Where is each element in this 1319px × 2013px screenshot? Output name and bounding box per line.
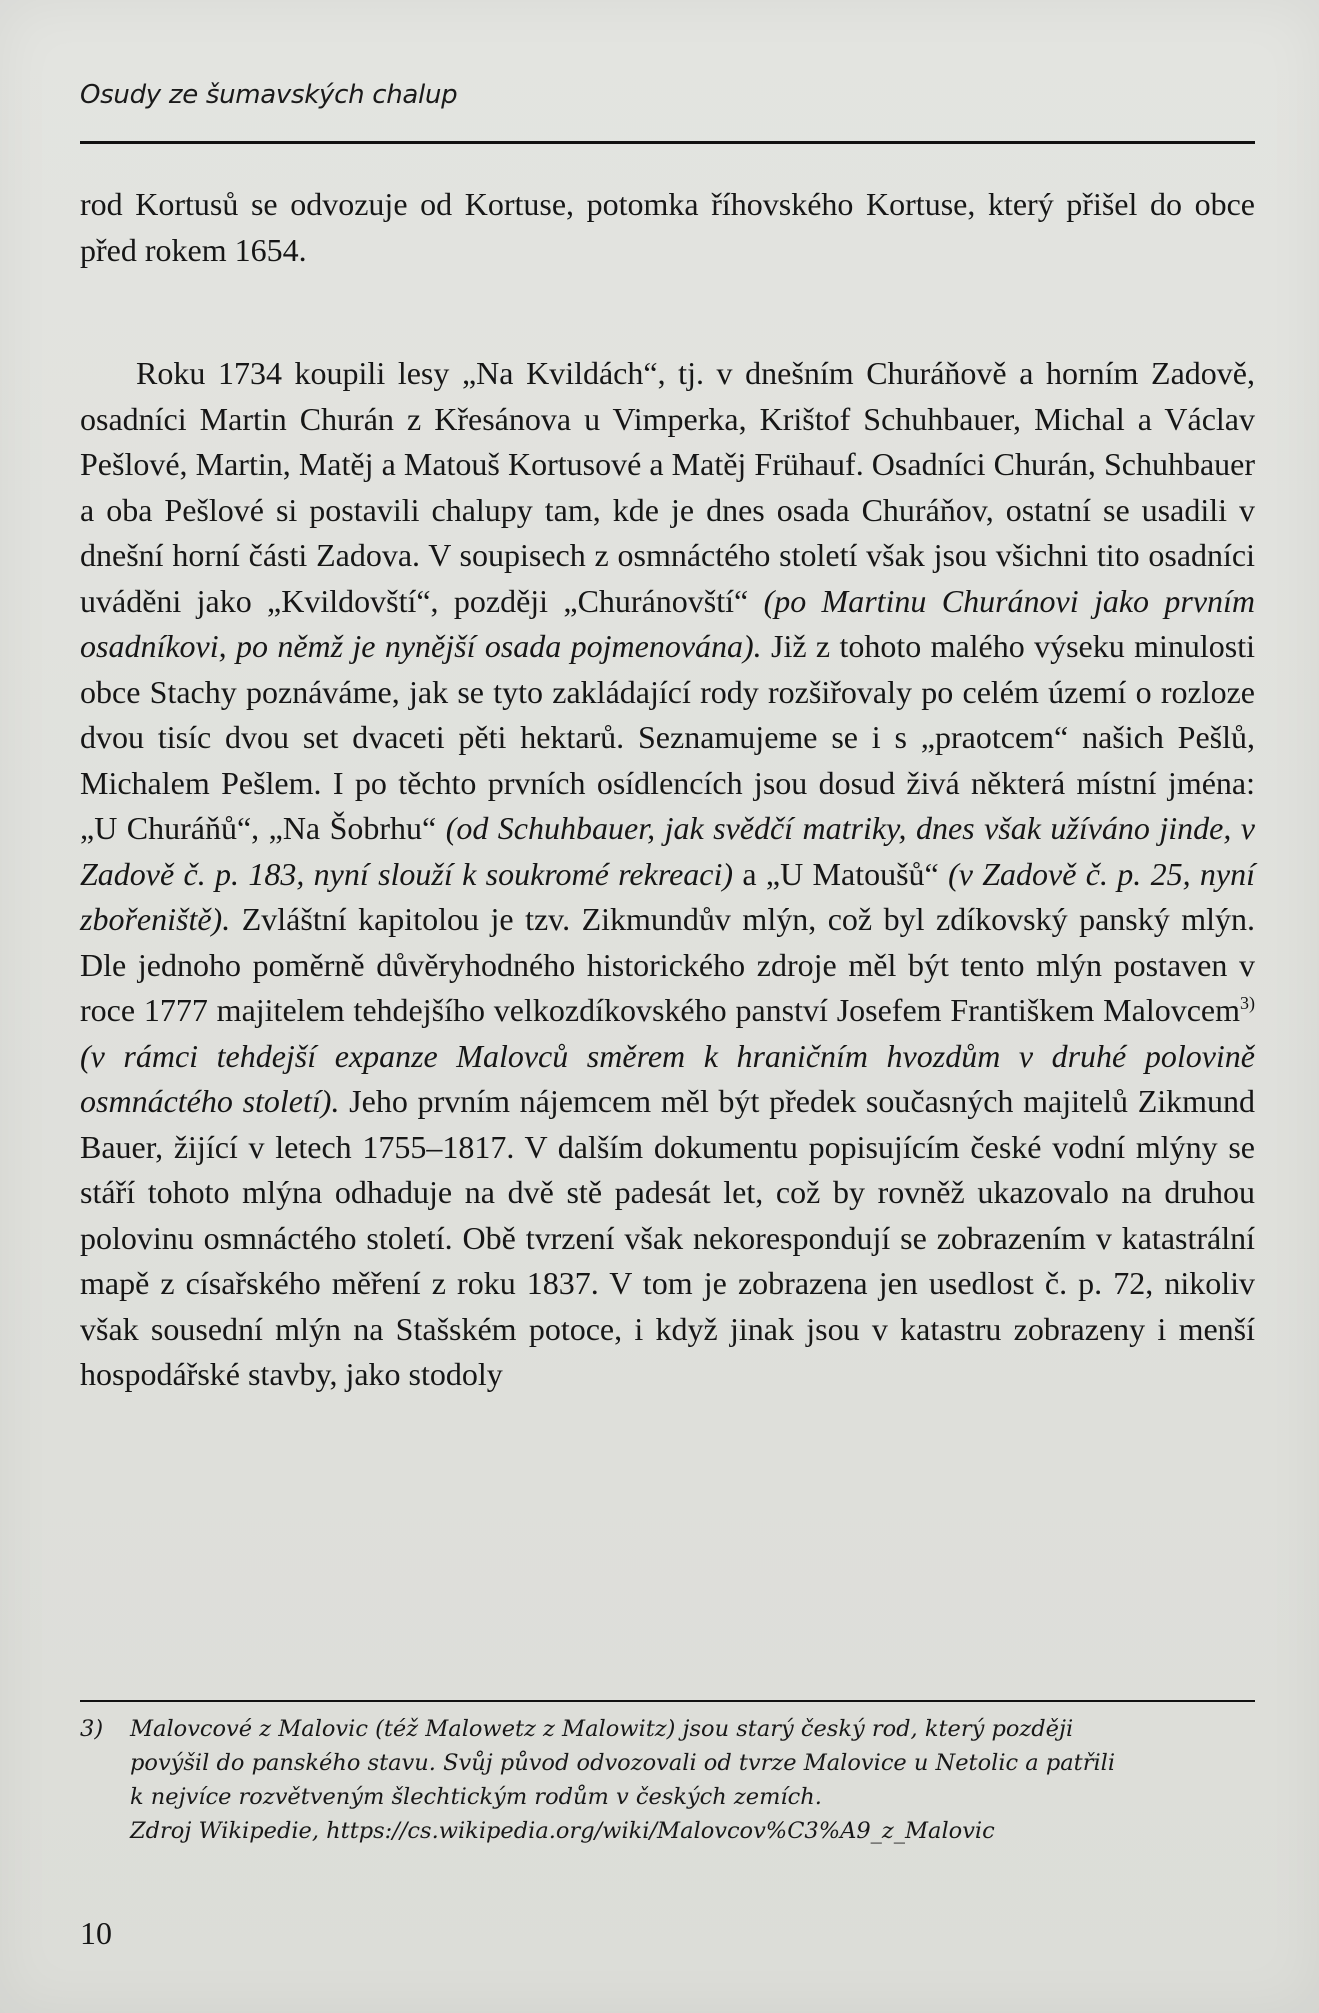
main-text	[80, 182, 1255, 1398]
footnote-source: Zdroj Wikipedie, https://cs.wikipedia.org/wiki/Malovcov%C3%A9_z_Malovic	[130, 1818, 995, 1844]
footnote	[80, 1712, 1255, 1848]
footnote-line: k nejvíce rozvětveným šlechtickým rodům v českých zemích.	[130, 1784, 822, 1810]
footnote-rule	[80, 1700, 1255, 1702]
footnote-line: Malovcové z Malovic (též Malowetz z Malowitz) jsou starý český rod, který později	[130, 1716, 1074, 1742]
page-number: 10	[80, 1915, 112, 1951]
italic-note: (po Martinu Churánovi jako prvním osadníkovi, po němž je nynější osada pojmenována).	[80, 582, 1256, 664]
paragraph-1: rod Kortusů se odvozuje od Kortuse, potomka říhovského Kortuse, který přišel do obce před rokem 1654.	[80, 186, 1255, 268]
text-segment: Roku 1734 koupili lesy „Na Kvildách“, tj. v dnešním Churáňově a horním Zadově, osadníci Martin Churán z Křesánova u Vimperka, Krištof Schuhbauer, Michal a Václav Pešlové, Martin, Matěj a Matouš Kortusové a Matěj Frühauf. Osadníci Churán, Schuhbauer a oba Pešlové si postavili chalupy tam, kde je dnes osada Churáňov, ostatní se usadili v dnešní horní části Zadova. V soupisech z osmnáctého století však jsou všichni tito osadníci uváděni jako „Kvildovští“, později „Churánovští“	[80, 355, 1255, 619]
text-segment: Jeho prvním nájemcem měl být předek současných majitelů Zikmund Bauer, žijící v letech 1755–1817. V dalším dokumentu popisujícím české vodní mlýny se stáří tohoto mlýna odhaduje na dvě stě padesát let, což by rovněž ukazovalo na druhou polovinu osmnáctého století. Obě tvrzení však nekorespondují se zobrazením v katastrální mapě z císařského měření z roku 1837. V tom je zobrazena jen usedlost č. p. 72, nikoliv však sousední mlýn na Stašském potoce, i když jinak jsou v katastru zobrazeny i menší hospodářské stavby, jako stodoly	[80, 1083, 1256, 1392]
text-segment: a „U Matoušů“	[742, 855, 939, 892]
italic-note: (od Schuhbauer, jak svědčí matriky, dnes však užíváno jinde, v Zadově č. p. 183, nyní slouží k soukromé rekreaci)	[80, 810, 1256, 892]
running-head: Osudy ze šumavských chalup	[80, 80, 458, 110]
italic-note: (v Zadově č. p. 25, nyní zbořeniště).	[80, 855, 1256, 937]
text-segment: Již z tohoto malého výseku minulosti obce Stachy poznáváme, jak se tyto zakládající rody rozšiřovaly po celém území o rozloze dvou tisíc dvou set dvaceti pěti hektarů. Seznamujeme se i s „praotcem“ našich Pešlů, Michalem Pešlem. I po těchto prvních osídlencích jsou dosud živá některá místní jména: „U Churáňů“, „Na Šobrhu“	[80, 628, 1256, 846]
footnote-reference: 3)	[1240, 993, 1255, 1013]
footnote-mark: 3)	[80, 1716, 104, 1742]
header-rule	[80, 141, 1255, 144]
italic-note: (v rámci tehdejší expanze Malovců směrem k hraničním hvozdům v druhé polovině osmnáctého století).	[80, 1037, 1255, 1119]
footnote-line: povýšil do panského stavu. Svůj původ odvozovali od tvrze Malovice u Netolic a patřili	[130, 1750, 1116, 1776]
paragraph-2	[80, 351, 1255, 1398]
footnote-body	[130, 1712, 1255, 1848]
text-segment: Zvláštní kapitolou je tzv. Zikmundův mlýn, což byl zdíkovský panský mlýn. Dle jednoho poměrně důvěryhodného historického zdroje měl být tento mlýn postaven v roce 1777 majitelem tehdejšího velkozdíkovského panství Josefem Františkem Malovcem	[80, 901, 1256, 1028]
